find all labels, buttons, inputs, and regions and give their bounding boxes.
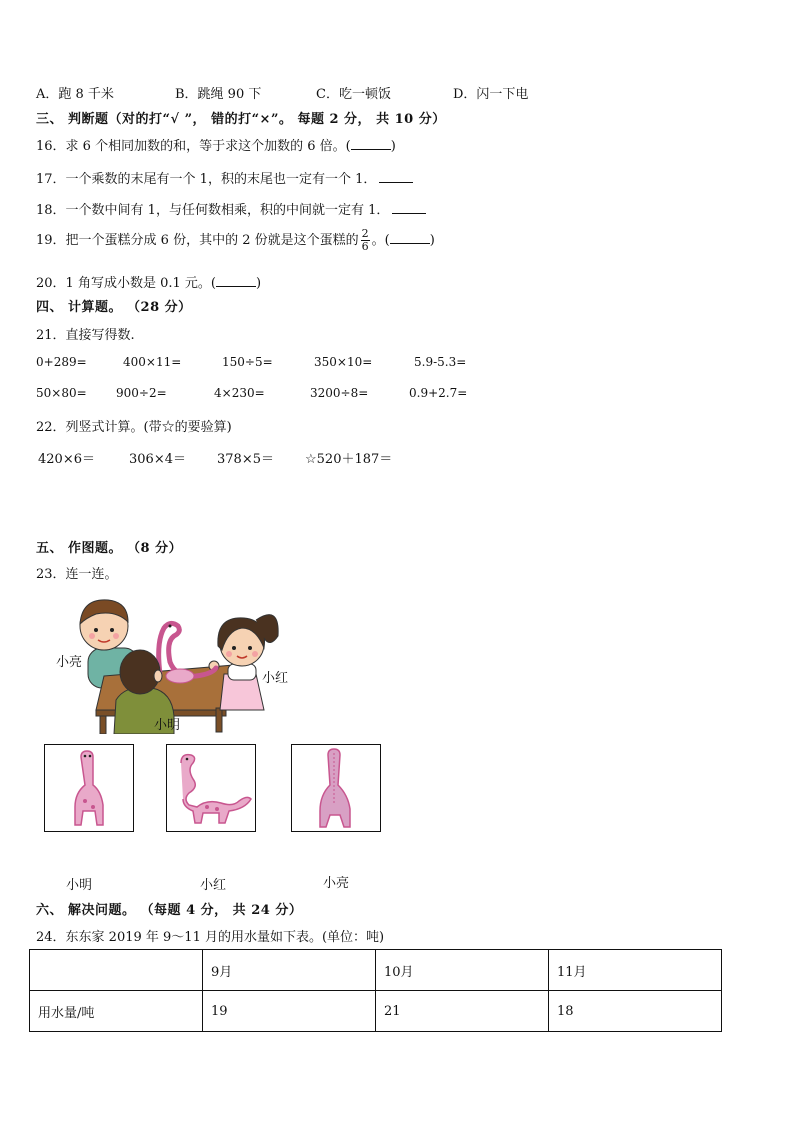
option-b: B．跳绳 90 下	[175, 87, 262, 102]
dinosaur-toy-on-table	[159, 623, 216, 683]
q21-r1-c3: 150÷5=	[222, 355, 273, 369]
table-header-cell	[30, 950, 203, 991]
table-cell: 19	[203, 991, 376, 1032]
q21-r2-c5: 0.9+2.7=	[409, 386, 468, 400]
q17-text: 17．一个乘数的末尾有一个 1，积的末尾也一定有一个 1．	[36, 172, 377, 187]
q20-answer-blank[interactable]	[216, 286, 256, 287]
dinosaur-front-view-icon	[45, 745, 133, 831]
q21-title: 21．直接写得数.	[36, 328, 135, 343]
q19-text: 19．把一个蛋糕分成 6 份，其中的 2 份就是这个蛋糕的	[36, 233, 359, 248]
question-18	[36, 199, 426, 218]
q21-r2-c4: 3200÷8=	[310, 386, 369, 400]
table-header-cell: 10月	[376, 950, 549, 991]
q22-title: 22．列竖式计算。(带☆的要验算)	[36, 420, 232, 435]
q19-after: 。(	[371, 233, 390, 248]
scene-label-xiaoliang: 小亮	[56, 655, 83, 670]
q20-close: )	[255, 276, 262, 291]
q21-r2-c3: 4×230=	[214, 386, 265, 400]
q18-answer-blank[interactable]	[392, 213, 426, 214]
bottom-label-xiaohong: 小红	[200, 878, 227, 893]
table-header-row	[30, 950, 722, 991]
bottom-label-xiaoming: 小明	[66, 878, 93, 893]
section6-title: 六、 解决问题。 （每题 4 分， 共 24 分）	[36, 903, 303, 918]
view-box-side[interactable]	[166, 744, 256, 832]
option-c: C．吃一顿饭	[316, 87, 391, 102]
question-20	[36, 272, 261, 291]
section3-title: 三、 判断题（对的打“√ ”， 错的打“×”。 每题 2 分， 共 10 分）	[36, 112, 446, 127]
q19-close: )	[429, 233, 435, 248]
table-header-cell: 9月	[203, 950, 376, 991]
table-header-cell: 11月	[549, 950, 722, 991]
question-17	[36, 168, 413, 187]
water-usage-table	[29, 949, 722, 1032]
view-box-back[interactable]	[291, 744, 381, 832]
view-box-front[interactable]	[44, 744, 134, 832]
dinosaur-side-view-icon	[167, 745, 255, 831]
section4-title: 四、 计算题。 （28 分）	[36, 300, 192, 315]
q16-close: )	[390, 139, 396, 154]
q21-r2-c1: 50×80=	[36, 386, 87, 400]
q19-answer-blank[interactable]	[390, 243, 430, 244]
section5-title: 五、 作图题。 （8 分）	[36, 541, 183, 556]
option-a: A．跑 8 千米	[36, 87, 114, 102]
table-row	[30, 991, 722, 1032]
q21-r1-c5: 5.9-5.3=	[414, 355, 467, 369]
q24-title: 24．东东家 2019 年 9～11 月的用水量如下表。(单位：吨)	[36, 930, 385, 945]
table-cell: 用水量/吨	[30, 991, 203, 1032]
scene-label-xiaohong: 小红	[262, 671, 289, 686]
question-16	[36, 135, 396, 154]
q22-item-3: 378×5＝	[217, 452, 274, 467]
option-d: D．闪一下电	[453, 87, 529, 102]
q16-text: 16．求 6 个相同加数的和，等于求这个加数的 6 倍。(	[36, 139, 351, 154]
q22-item-1: 420×6＝	[38, 452, 95, 467]
scene-label-xiaoming: 小明	[154, 718, 181, 733]
dinosaur-back-view-icon	[292, 745, 380, 831]
bottom-label-xiaoliang: 小亮	[323, 876, 350, 891]
q22-item-2: 306×4＝	[129, 452, 186, 467]
q23-title: 23．连一连。	[36, 567, 118, 582]
q17-answer-blank[interactable]	[379, 182, 413, 183]
q18-text: 18．一个数中间有 1，与任何数相乘，积的中间就一定有 1．	[36, 203, 390, 218]
table-cell: 21	[376, 991, 549, 1032]
q20-text: 20．1 角写成小数是 0.1 元。(	[36, 276, 216, 291]
question-19	[36, 228, 435, 253]
q21-r1-c1: 0+289=	[36, 355, 87, 369]
q19-fraction: $\frac{2}{6}$	[361, 227, 369, 253]
q22-item-4: ☆520＋187＝	[305, 452, 393, 467]
q16-answer-blank[interactable]	[351, 149, 391, 150]
table-cell: 18	[549, 991, 722, 1032]
q21-r1-c4: 350×10=	[314, 355, 373, 369]
scene-illustration	[56, 592, 296, 734]
q21-r2-c2: 900÷2=	[116, 386, 167, 400]
q21-r1-c2: 400×11=	[123, 355, 182, 369]
